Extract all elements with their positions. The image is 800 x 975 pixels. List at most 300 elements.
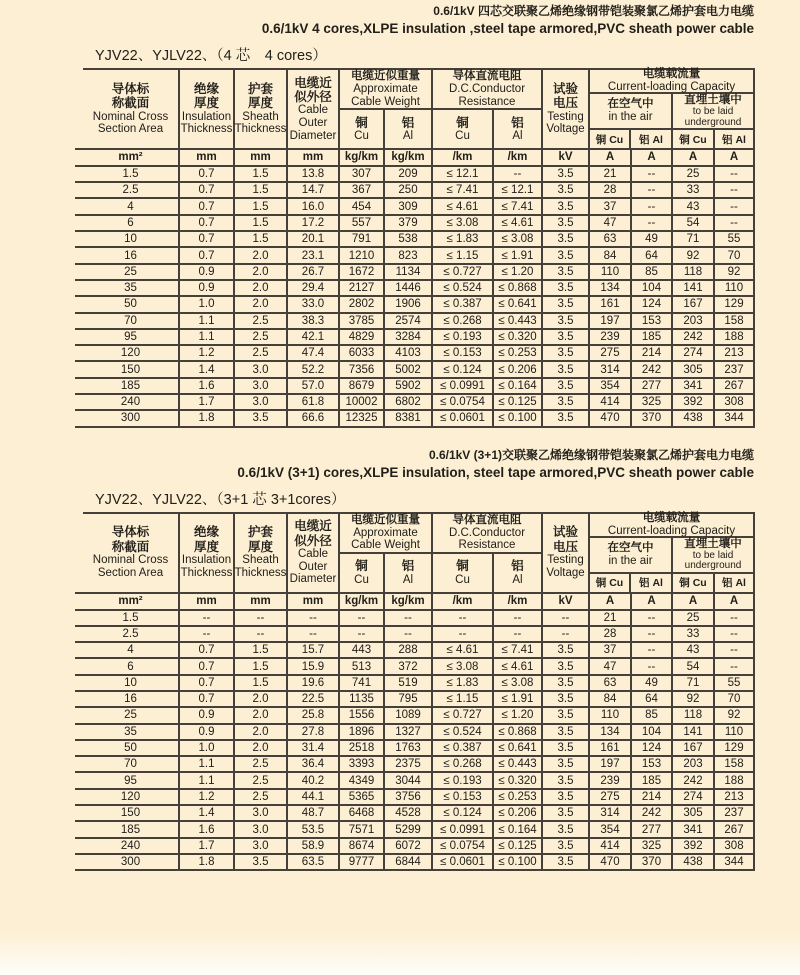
table-cell: -- <box>632 627 673 643</box>
table-cell: 70 <box>715 248 755 264</box>
table-header-row <box>83 68 755 148</box>
row-overhang <box>75 773 83 789</box>
table-cell: -- <box>340 611 385 627</box>
row-overhang <box>75 839 83 855</box>
table-cell: 71 <box>673 232 715 248</box>
table-cell: 2375 <box>385 757 433 773</box>
table-cell: 1.5 <box>235 216 288 232</box>
table-cell: 240 <box>83 395 180 411</box>
row-overhang <box>75 232 83 248</box>
table-cell: 1.5 <box>235 232 288 248</box>
table-cell: 38.3 <box>288 314 340 330</box>
table-cell: 42.1 <box>288 330 340 346</box>
table-cell: 71 <box>673 676 715 692</box>
unit-cell: A <box>632 592 673 611</box>
unit-cell: /km <box>433 592 494 611</box>
table-cell: 153 <box>632 757 673 773</box>
table-cell: 3.0 <box>235 362 288 378</box>
label-zh: 电压 <box>552 96 578 111</box>
table-cell: 129 <box>715 741 755 757</box>
table-cell: ≤ 1.15 <box>433 248 494 264</box>
table-cell: 309 <box>385 199 433 215</box>
table-cell: 2.0 <box>235 725 288 741</box>
col-outer-diameter-header <box>288 514 340 592</box>
unit-cell: kV <box>543 148 590 167</box>
table-cell: -- <box>715 216 755 232</box>
row-overhang <box>75 199 83 215</box>
table-cell: 308 <box>715 839 755 855</box>
table-cell: 3.5 <box>543 790 590 806</box>
table-cell: 3.5 <box>543 265 590 281</box>
leaf-row <box>673 574 753 592</box>
table-cell: 64 <box>632 692 673 708</box>
table-cell: 1.8 <box>180 855 235 871</box>
table-cell: 7356 <box>340 362 385 378</box>
table-cell: 239 <box>590 773 632 789</box>
unit-cell: mm <box>235 148 288 167</box>
table-cell: ≤ 1.83 <box>433 232 494 248</box>
table-cell: 209 <box>385 167 433 183</box>
table-cell: -- <box>632 659 673 675</box>
unit-cell: A <box>673 148 715 167</box>
table-cell: 54 <box>673 659 715 675</box>
group-title <box>433 514 541 555</box>
table-cell: 19.6 <box>288 676 340 692</box>
row-overhang <box>75 314 83 330</box>
table-cell: 454 <box>340 199 385 215</box>
label-en: Insulation Thickness <box>180 554 233 579</box>
table-cell: 267 <box>715 822 755 838</box>
table-cell: 153 <box>632 314 673 330</box>
label-en: Approximate <box>353 526 418 539</box>
subgroup-in-air <box>590 94 673 148</box>
table-cell: 277 <box>632 822 673 838</box>
table-cell: ≤ 0.524 <box>433 725 494 741</box>
table-cell: ≤ 0.164 <box>494 822 543 838</box>
table-cell: -- <box>288 611 340 627</box>
table-cell: ≤ 0.0601 <box>433 855 494 871</box>
table-cell: 70 <box>83 314 180 330</box>
table-cell: ≤ 0.727 <box>433 708 494 724</box>
table-cell: -- <box>494 627 543 643</box>
table-cell: ≤ 0.0754 <box>433 839 494 855</box>
table-cell: 242 <box>632 362 673 378</box>
label-zh: 在空气中 <box>607 541 654 554</box>
table-cell: 188 <box>715 330 755 346</box>
table-cell: -- <box>543 627 590 643</box>
subgroup-underground <box>673 538 753 592</box>
table-cell: ≤ 0.124 <box>433 806 494 822</box>
table-cell: 2802 <box>340 297 385 313</box>
label-zh: 称截面 <box>111 539 150 554</box>
unit-cell: mm² <box>83 592 180 611</box>
table-cell: 48.7 <box>288 806 340 822</box>
table-cell: 305 <box>673 362 715 378</box>
subgroup-row <box>590 538 753 592</box>
group-dc-resistance-header <box>433 514 543 592</box>
table-cell: 0.7 <box>180 183 235 199</box>
table-cell: 25.8 <box>288 708 340 724</box>
table-cell: 118 <box>673 265 715 281</box>
group-current-capacity-header <box>590 67 755 148</box>
table-cell: 6468 <box>340 806 385 822</box>
table-cell: 3.5 <box>543 708 590 724</box>
label-en: Current-loading Capacity <box>607 81 736 94</box>
al-subheader <box>494 554 541 592</box>
table-cell: ≤ 3.08 <box>433 216 494 232</box>
table-cell: 197 <box>590 314 632 330</box>
table-cell: 58.9 <box>288 839 340 855</box>
label-zh: 直埋土壤中 <box>684 93 742 106</box>
table-cell: 16.0 <box>288 199 340 215</box>
group-title <box>590 67 753 94</box>
table2-section <box>0 448 800 872</box>
table-cell: 129 <box>715 297 755 313</box>
table-cell: 414 <box>590 395 632 411</box>
table-cell: 13.8 <box>288 167 340 183</box>
table-cell: 141 <box>673 281 715 297</box>
table-cell: 538 <box>385 232 433 248</box>
table-cell: 85 <box>632 265 673 281</box>
table2-title-en: 0.6/1kV (3+1) cores,XLPE insulation, steel tape armored,PVC sheath power cable <box>237 464 754 480</box>
label-zh: 导体直流电阻 <box>452 69 522 82</box>
unit-cell: kg/km <box>385 148 433 167</box>
table-cell: 237 <box>715 806 755 822</box>
table-cell: ≤ 0.206 <box>494 806 543 822</box>
label-en: Nominal Cross Section Area <box>92 554 169 579</box>
table-cell: ≤ 7.41 <box>494 199 543 215</box>
table-cell: 17.2 <box>288 216 340 232</box>
unit-cell: A <box>590 592 632 611</box>
label-en: Diameter <box>289 129 337 142</box>
table-cell: 35 <box>83 725 180 741</box>
row-overhang <box>75 676 83 692</box>
table-cell: 25 <box>673 167 715 183</box>
group-title <box>433 70 541 111</box>
unit-cell: mm <box>288 148 340 167</box>
row-overhang <box>75 265 83 281</box>
table-cell: 2574 <box>385 314 433 330</box>
table-cell: 6844 <box>385 855 433 871</box>
table-cell: ≤ 0.443 <box>494 757 543 773</box>
table-cell: 2.5 <box>235 314 288 330</box>
table-cell: 185 <box>83 379 180 395</box>
label-en: Outer <box>298 116 328 129</box>
table-cell: 33.0 <box>288 297 340 313</box>
unit-cell: A <box>715 148 755 167</box>
col-testing-voltage-header <box>543 70 590 148</box>
table-cell: 31.4 <box>288 741 340 757</box>
al-subheader: 铝 Al <box>639 133 663 146</box>
table-cell: 1.5 <box>235 199 288 215</box>
table-cell: -- <box>543 611 590 627</box>
table-cell: ≤ 0.868 <box>494 281 543 297</box>
table-cell: 188 <box>715 773 755 789</box>
label-en: underground <box>684 560 742 572</box>
unit-cell: /km <box>494 148 543 167</box>
table-cell: 242 <box>673 330 715 346</box>
table-cell: 288 <box>385 643 433 659</box>
table-cell: 203 <box>673 757 715 773</box>
table-cell: 0.9 <box>180 281 235 297</box>
unit-cell: A <box>715 592 755 611</box>
table-cell: ≤ 0.253 <box>494 790 543 806</box>
label-zh: 导体标 <box>111 525 150 540</box>
table-cell: 9777 <box>340 855 385 871</box>
label-en: D.C.Conductor <box>448 526 526 539</box>
label-en: Voltage <box>546 566 585 579</box>
table-cell: 57.0 <box>288 379 340 395</box>
label-en: Cable Weight <box>351 539 420 552</box>
label-en: in the air <box>608 554 653 567</box>
table-cell: 63.5 <box>288 855 340 871</box>
table-cell: 25 <box>83 265 180 281</box>
table-cell: 300 <box>83 855 180 871</box>
subgroup-label <box>590 538 671 574</box>
table-cell: 55 <box>715 676 755 692</box>
table-cell: 10002 <box>340 395 385 411</box>
table-cell: 370 <box>632 411 673 427</box>
table-cell: 0.7 <box>180 643 235 659</box>
label-zh: 电缆近似重量 <box>351 513 420 526</box>
row-overhang <box>75 379 83 395</box>
cu-subheader: 铜 Cu <box>590 130 631 148</box>
label-en: Outer <box>298 560 328 573</box>
table-cell: ≤ 1.15 <box>433 692 494 708</box>
table-cell: 197 <box>590 757 632 773</box>
table-cell: 3.5 <box>235 855 288 871</box>
subgroup-in-air <box>590 538 673 592</box>
table-cell: ≤ 0.125 <box>494 395 543 411</box>
label-zh: 铜 <box>355 115 368 130</box>
table-cell: 1.5 <box>235 183 288 199</box>
label-en: Insulation Thickness <box>180 110 233 136</box>
table-cell: -- <box>715 183 755 199</box>
table-cell: 104 <box>632 281 673 297</box>
unit-cell: mm <box>288 592 340 611</box>
table-cell: 443 <box>340 643 385 659</box>
table-cell: 49 <box>632 676 673 692</box>
table-cell: 341 <box>673 379 715 395</box>
row-overhang <box>75 692 83 708</box>
table-cell: 1896 <box>340 725 385 741</box>
table-cell: 354 <box>590 822 632 838</box>
table-cell: 2.0 <box>235 741 288 757</box>
group-dc-resistance-header <box>433 70 543 148</box>
table-cell: 4829 <box>340 330 385 346</box>
label-zh: 厚度 <box>193 96 219 111</box>
col-insulation-header <box>180 70 235 148</box>
table-cell: 3.0 <box>235 822 288 838</box>
table-cell: 53.5 <box>288 822 340 838</box>
label-en: Cable <box>297 547 329 560</box>
table-cell: 2.5 <box>83 627 180 643</box>
table-cell: 47 <box>590 659 632 675</box>
table-cell: -- <box>632 611 673 627</box>
table-cell: 3.5 <box>543 643 590 659</box>
table-cell: 1.0 <box>180 741 235 757</box>
table-cell: 3.5 <box>543 773 590 789</box>
table-cell: 43 <box>673 643 715 659</box>
table-cell: 21 <box>590 167 632 183</box>
label-en: Cable <box>297 104 329 117</box>
table-cell: 2.5 <box>83 183 180 199</box>
label-en: to be laid <box>692 549 734 561</box>
table-cell: 61.8 <box>288 395 340 411</box>
table-cell: 3.5 <box>543 167 590 183</box>
table-cell: 344 <box>715 411 755 427</box>
table-cell: 1.7 <box>180 839 235 855</box>
table-cell: 33 <box>673 627 715 643</box>
group-leaves <box>340 554 431 592</box>
table-cell: 6 <box>83 216 180 232</box>
label-zh: 厚度 <box>193 539 219 554</box>
spec-table-grid <box>75 592 755 872</box>
table-cell: 63 <box>590 676 632 692</box>
group-title <box>590 511 753 538</box>
row-overhang <box>75 806 83 822</box>
table-cell: 4103 <box>385 346 433 362</box>
table-cell: 214 <box>632 346 673 362</box>
table-cell: 3044 <box>385 773 433 789</box>
table-cell: 3.5 <box>543 806 590 822</box>
label-en: Nominal Cross Section Area <box>92 110 169 136</box>
table-cell: 95 <box>83 330 180 346</box>
row-overhang <box>75 330 83 346</box>
table-cell: 8674 <box>340 839 385 855</box>
table-cell: 275 <box>590 346 632 362</box>
table-cell: 242 <box>673 773 715 789</box>
table-cell: ≤ 0.100 <box>494 411 543 427</box>
table-cell: ≤ 0.153 <box>433 790 494 806</box>
table-cell: 167 <box>673 741 715 757</box>
table-cell: ≤ 0.524 <box>433 281 494 297</box>
label-zh: 试验 <box>552 525 578 540</box>
row-overhang <box>75 643 83 659</box>
row-overhang <box>75 216 83 232</box>
table-cell: 5902 <box>385 379 433 395</box>
table-cell: 3.5 <box>543 330 590 346</box>
label-zh: 电缆近 <box>294 75 332 90</box>
group-leaves <box>340 110 431 148</box>
table-cell: 1.0 <box>180 297 235 313</box>
table-cell: 0.7 <box>180 167 235 183</box>
table-cell: 15.7 <box>288 643 340 659</box>
table-cell: 203 <box>673 314 715 330</box>
table-cell: 3.5 <box>543 395 590 411</box>
table-cell: ≤ 4.61 <box>494 659 543 675</box>
label-en: Al <box>402 573 414 586</box>
table-cell: 1556 <box>340 708 385 724</box>
table-cell: 3.0 <box>235 806 288 822</box>
unit-cell: kV <box>543 592 590 611</box>
table1-title-zh: 0.6/1kV 四芯交联聚乙烯绝缘钢带铠装聚氯乙烯护套电力电缆 <box>433 4 754 18</box>
table-cell: 23.1 <box>288 248 340 264</box>
unit-cell: mm <box>180 592 235 611</box>
table-cell: ≤ 0.320 <box>494 330 543 346</box>
table-cell: 2.0 <box>235 281 288 297</box>
table-cell: 43 <box>673 199 715 215</box>
table-cell: 6802 <box>385 395 433 411</box>
table-cell: ≤ 1.91 <box>494 248 543 264</box>
row-overhang <box>75 741 83 757</box>
table2 <box>75 512 755 872</box>
table-cell: 92 <box>673 692 715 708</box>
col-insulation-header <box>180 514 235 592</box>
table1-title-en: 0.6/1kV 4 cores,XLPE insulation ,steel tape armored,PVC sheath power cable <box>261 21 754 36</box>
table-cell: 2.5 <box>235 346 288 362</box>
table-cell: ≤ 0.206 <box>494 362 543 378</box>
table-cell: 3.5 <box>543 741 590 757</box>
table-cell: 2.5 <box>235 790 288 806</box>
table-cell: 277 <box>632 379 673 395</box>
table-cell: 124 <box>632 297 673 313</box>
label-zh: 电缆近 <box>294 519 332 534</box>
table-cell: -- <box>715 627 755 643</box>
table-cell: 158 <box>715 314 755 330</box>
table-cell: 1327 <box>385 725 433 741</box>
table-cell: 741 <box>340 676 385 692</box>
table2-title-zh: 0.6/1kV (3+1)交联聚乙烯绝缘钢带铠装聚氯乙烯护套电力电缆 <box>428 447 754 462</box>
table-cell: -- <box>288 627 340 643</box>
label-en: Diameter <box>289 573 337 586</box>
table-cell: 414 <box>590 839 632 855</box>
table-cell: 22.5 <box>288 692 340 708</box>
table-cell: 3.5 <box>543 676 590 692</box>
row-overhang <box>75 281 83 297</box>
table-cell: 21 <box>590 611 632 627</box>
cu-subheader <box>433 110 494 148</box>
group-current-capacity-header <box>590 511 755 592</box>
table-cell: 110 <box>590 265 632 281</box>
table-cell: ≤ 3.08 <box>494 676 543 692</box>
table-cell: ≤ 0.193 <box>433 773 494 789</box>
subgroup-underground <box>673 94 753 148</box>
table-cell: 1135 <box>340 692 385 708</box>
label-en: Voltage <box>546 123 585 136</box>
label-zh: 厚度 <box>247 539 273 554</box>
table-cell: -- <box>715 643 755 659</box>
table-cell: 2518 <box>340 741 385 757</box>
table-cell: 392 <box>673 839 715 855</box>
unit-cell: kg/km <box>340 592 385 611</box>
cu-subheader: 铜 Cu <box>673 130 715 148</box>
table-cell: 3.5 <box>543 659 590 675</box>
label-zh: 似外径 <box>294 533 332 548</box>
row-overhang <box>75 395 83 411</box>
table-cell: 3.5 <box>543 248 590 264</box>
leaf-row <box>590 130 671 148</box>
col-nominal-header <box>83 514 180 592</box>
table-cell: 214 <box>632 790 673 806</box>
table-cell: 314 <box>590 806 632 822</box>
table-cell: 104 <box>632 725 673 741</box>
group-cable-weight-header <box>340 514 433 592</box>
label-en: Testing <box>547 554 584 567</box>
table-cell: 305 <box>673 806 715 822</box>
table-cell: 16 <box>83 248 180 264</box>
label-zh: 护套 <box>247 81 273 96</box>
table-cell: 14.7 <box>288 183 340 199</box>
table-cell: 134 <box>590 281 632 297</box>
table-cell: 5365 <box>340 790 385 806</box>
cu-subheader <box>340 110 385 148</box>
table-cell: 1446 <box>385 281 433 297</box>
table-cell: 275 <box>590 790 632 806</box>
table-cell: 44.1 <box>288 790 340 806</box>
table-cell: 3.5 <box>543 692 590 708</box>
table-cell: 1906 <box>385 297 433 313</box>
